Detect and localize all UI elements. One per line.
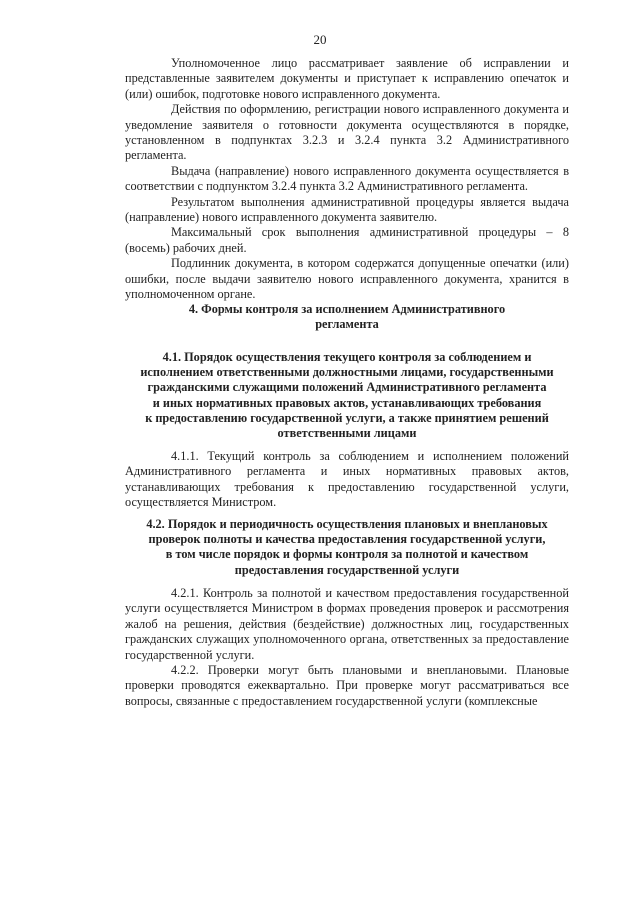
section-heading-4-2: 4.2. Порядок и периодичность осуществления плановых и внеплановых проверок полноты и качества предоставления государственной услуги, в том числе порядок и формы контроля за полнотой и качеством предоставления государственной услуги	[146, 517, 548, 577]
paragraph: 4.2.1. Контроль за полнотой и качеством предоставления государственной услуги осуществляется Министром в формах проведения проверок и рассмотрения жалоб на решения, действия (бездействие) должностных лиц, государственных гражданских служащих уполномоченного органа, ответственных за предоставление государственной услуги.	[125, 586, 569, 662]
paragraph: 4.2.2. Проверки могут быть плановыми и внеплановыми. Плановые проверки проводятся ежеквартально. При проверке могут рассматриваться все вопросы, связанные с предоставлением государственной услуги (комплексные	[125, 663, 569, 708]
paragraph: Результатом выполнения административной процедуры является выдача (направление) нового исправленного документа заявителю.	[125, 194, 569, 225]
page-number: 20	[313, 32, 327, 47]
paragraph: Подлинник документа, в котором содержатся допущенные опечатки (или) ошибки, после выдачи заявителю нового исправленного документа, хранится в уполномоченном органе.	[125, 256, 569, 302]
section-heading-4: 4. Формы контроля за исполнением Административного регламента	[188, 302, 506, 332]
paragraph: 4.1.1. Текущий контроль за соблюдением и исполнением положений Административного регламента и иных нормативных правовых актов, устанавливающих требования к предоставлению государственной услуги, осуществляется Министром.	[125, 449, 569, 510]
paragraph: Выдача (направление) нового исправленного документа осуществляется в соответствии с подпунктом 3.2.4 пункта 3.2 Административного регламента.	[125, 163, 569, 194]
paragraph-4-2-block	[125, 586, 569, 709]
paragraph: Уполномоченное лицо рассматривает заявление об исправлении и представленные заявителем документы и приступает к исправлению опечаток и (или) ошибок, подготовке нового исправленного документа.	[125, 56, 569, 101]
procedure-block	[125, 56, 569, 303]
section-heading-4-1: 4.1. Порядок осуществления текущего контроля за соблюдением и исполнением ответственными должностными лицами, государственными гражданскими служащими положений Административного регламента и иных нормативных правовых актов, устанавливающих требования к предоставлению государственной услуги, а также принятием решений ответственными лицами	[140, 350, 554, 441]
paragraph: Действия по оформлению, регистрации нового исправленного документа и уведомление заявителя о готовности документа осуществляются в порядке, установленном в подпунктах 3.2.3 и 3.2.4 пункта 3.2 Административного регламента.	[125, 102, 569, 163]
paragraph-4-1-1-block	[125, 449, 569, 511]
paragraph: Максимальный срок выполнения административной процедуры – 8 (восемь) рабочих дней.	[125, 225, 569, 255]
